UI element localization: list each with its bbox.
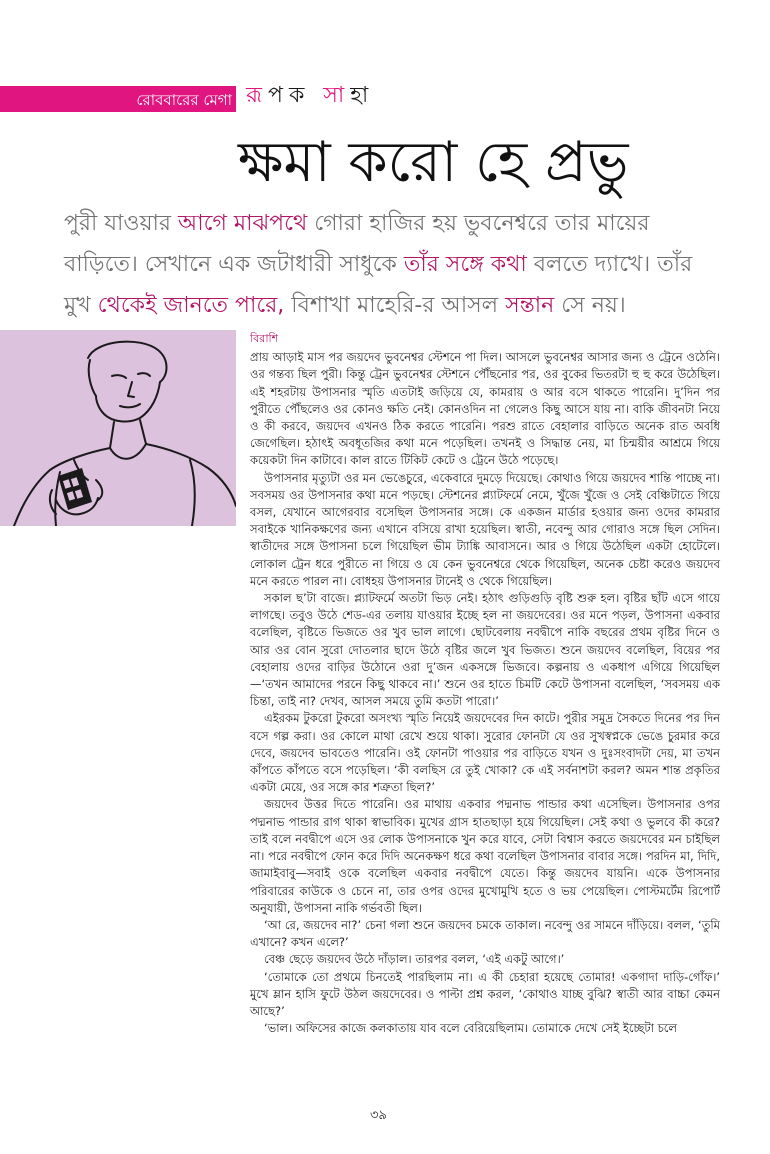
paragraph: ‘আ রে, জয়দেব না?’ চেনা গলা শুনে জয়দেব চমকে তাকাল। নবেন্দু ওর সামনে দাঁড়িয়ে। বলল, ‘তুমি এখানে? কখন এলে?’ — [250, 917, 720, 950]
man-with-phone-sketch-icon — [0, 330, 236, 526]
series-header-band — [0, 86, 236, 112]
story-intro — [64, 203, 724, 326]
author-first: রূ — [246, 83, 269, 108]
paragraph: জয়দেব উত্তর দিতে পারেনি। ওর মাথায় একবার পদ্মনাভ পান্ডার কথা এসেছিল। উপাসনার ওপর পদ্মনাভ পান্ডার রাগ থাকা স্বাভাবিক। মুখের গ্রাস হাতছাড়া হয়ে গিয়েছিল। সেই কথা ও ভুলবে কী করে? তাই বলে নবদ্বীপে এসে ওর লোক উপাসনাকে খুন করে যাবে, সেটা বিশ্বাস করতে জয়দেবের মন চাইছিল না। পরে নবদ্বীপে ফোন করে দিদি অনেকক্ষণ ধরে কথা বলেছিল উপাসনার বাবার সঙ্গে। পরদিন মা, দিদি, জামাইবাবু—সবাই ওকে বলেছিল একবার নবদ্বীপে যেতে। কিন্তু জয়দেব যায়নি। একে উপাসনার পরিবারের কাউকে ও চেনে না, তার ওপর ওদের মুখোমুখি হতে ও ভয় পেয়েছিল। পোস্টমর্টেম রিপোর্ট অনুযায়ী, উপাসনা নাকি গর্ভবতী ছিল। — [250, 797, 720, 915]
author-name — [246, 78, 374, 115]
paragraph: এইরকম টুকরো টুকরো অসংখ্য স্মৃতি নিয়েই জয়দেবের দিন কাটে। পুরীর সমুদ্র সৈকতে দিনের পর দিন বসে গল্প করা। ওর কোলে মাথা রেখে শুয়ে থাকা। সুরোর ফোনটা যে ওর সুখস্বপ্নকে ভেঙে চুরমার করে দেবে, জয়দেব ভাবতেও পারেনি। ওই ফোনটা পাওয়ার পর বাড়িতে যখন ও দুঃসংবাদটা দেয়, মা তখন কাঁপতে কাঁপতে বসে পড়েছিল। ‘কী বলছিস রে তুই খোকা? কে এই সর্বনাশটা করল? অমন শান্ত প্রকৃতির একটা মেয়ে, ওর সঙ্গে কার শত্রুতা ছিল?’ — [250, 711, 720, 795]
paragraph: সকাল ছ’টা বাজে। প্ল্যাটফর্মে অতটা ভিড় নেই। হঠাৎ গুড়িগুড়ি বৃষ্টি শুরু হল। বৃষ্টির ছাঁট এসে গায়ে লাগছে। তবুও উঠে শেড-এর তলায় যাওয়ার ইচ্ছে হল না জয়দেবের। ওর মনে পড়ল, উপাসনা একবার বলেছিল, বৃষ্টিতে ভিজতে ওর খুব ভাল লাগে। ছোটবেলায় নবদ্বীপে নাকি বছরের প্রথম বৃষ্টির দিনে ও আর ওর বোন সুরো দোতলার ছাদে উঠে বৃষ্টির জলে খুব ভিজত। শুনে জয়দেব বলেছিল, বিয়ের পর বেহালায় ওদের বাড়ির উঠোনে ওরা দু’জন একসঙ্গে ভিজবে। কল্পনায় ও একধাপ এগিয়ে গিয়েছিল—‘তখন আমাদের পরনে কিছু থাকবে না।’ শুনে ওর হাতে চিমটি কেটে উপাসনা বলেছিল, ‘সবসময় এক চিন্তা, তাই না? দেখব, আসল সময়ে তুমি কতটা পারো।’ — [250, 591, 720, 709]
intro-text-1: পুরী যাওয়ার — [64, 211, 179, 236]
paragraph: ‘ভাল। অফিসের কাজে কলকাতায় যাব বলে বেরিয়েছিলাম। তোমাকে দেখে সেই ইচ্ছেটা চলে — [264, 1021, 677, 1036]
author-sa: সা — [323, 83, 351, 108]
author-mid: পক — [268, 83, 324, 108]
intro-text-4: বিশাখা মাহেরি-র আসল — [284, 293, 506, 318]
intro-highlight-2: তাঁর সঙ্গে কথা — [403, 252, 527, 277]
paragraph: বেঞ্চ ছেড়ে জয়দেব উঠে দাঁড়াল। তারপর বলল, ‘এই একটু আগে।’ — [264, 952, 565, 967]
series-label: রোববারের মেগা — [136, 91, 232, 109]
chapter-label: বিরাশি — [250, 332, 279, 345]
story-illustration — [0, 330, 236, 526]
intro-text-3: বলতে দ্যাখে। তাঁর মুখ — [64, 252, 693, 318]
paragraph: ‘তোমাকে তো প্রথমে চিনতেই পারছিলাম না। এ কী চেহারা হয়েছে তোমার! একগাদা দাড়ি-গোঁফ।’ মুখে ম্লান হাসি ফুটে উঠল জয়দেবের। ও পাল্টা প্রশ্ন করল, ‘কোথাও যাচ্ছ বুঝি? স্বাতী আর বাচ্চা কেমন আছে?’ — [250, 969, 720, 1018]
intro-text-2: গোরা হাজির হয় ভুবনেশ্বরে তার মায়ের বাড়িতে। সেখানে এক জটাধারী সাধুকে — [64, 211, 650, 277]
paragraph: উপাসনার মৃত্যুটা ওর মন ভেঙেচুরে, একেবারে দুমড়ে দিয়েছে। কোথাও গিয়ে জয়দেব শান্তি পাচ্ছে না। সবসময় ওর উপাসনার কথা মনে পড়ছে। স্টেশনের প্ল্যাটফর্মে নেমে, খুঁজে খুঁজে ও সেই বেঞ্চিটাতে গিয়ে বসল, যেখানে আগেরবার বসেছিল উপাসনার সঙ্গে। কে একজন মার্ডার হওয়ার জন্য ওদের কামরার সবাইকে খানিকক্ষণের জন্য এখানে বসিয়ে রাখা হয়েছিল। স্বাতী, নবেন্দু আর গোরাও সঙ্গে ছিল সেদিন। স্বাতীদের সঙ্গে উপাসনা চলে গিয়েছিল ভীম ট্যাঙ্কি আবাসনে। আর ও গিয়ে উঠেছিল একটা হোটেলে। লোকাল ট্রেন ধরে পুরীতে না গিয়ে ও যে কেন ভুবনেশ্বরে থেকে গিয়েছিল, অনেক চেষ্টা করেও জয়দেব মনে করতে পারল না। বোধহয় উপাসনার টানেই ও থেকে গিয়েছিল। — [250, 470, 720, 588]
author-last: হা — [350, 83, 375, 108]
intro-text-5: সে নয়। — [554, 293, 626, 318]
story-body — [250, 330, 720, 1037]
page-number: ৩৯ — [370, 1108, 387, 1123]
intro-highlight-1: আগে মাঝপথে — [178, 211, 308, 236]
story-title: ক্ষমা করো হে প্রভু — [238, 130, 629, 195]
intro-highlight-4: সন্তান — [505, 293, 555, 318]
intro-highlight-3: থেকেই জানতে পারে, — [97, 293, 285, 318]
paragraph: প্রায় আড়াই মাস পর জয়দেব ভুবনেশ্বর স্টেশনে পা দিল। আসলে ভুবনেশ্বর আসার জন্য ও ট্রেনে ওঠেনি। ওর গন্তব্য ছিল পুরী। কিন্তু ট্রেন ভুবনেশ্বর স্টেশনে পৌঁছনোর পর, ওর বুকের ভিতরটা হু হু করে উঠেছিল। এই শহরটায় উপাসনার স্মৃতি এতটাই জড়িয়ে যে, কামরায় ও আর বসে থাকতে পারেনি। দু’দিন পর পুরীতে পৌঁছলেও ওর কোনও ক্ষতি নেই। কোনওদিন না গেলেও কিছু আসে যায় না। বাকি জীবনটা নিয়ে ও কী করবে, জয়দেব এখনও ঠিক করতে পারেনি। পরশু রাতে বেহালার বাড়িতে অনেক রাত অবধি জেগেছিল। হঠাৎই অবধূতজির কথা মনে পড়েছিল। তখনই ও সিদ্ধান্ত নেয়, মা চিন্ময়ীর আশ্রমে গিয়ে কয়েকটা দিন কাটাবে। কাল রাতে টিকিট কেটে ও ট্রেনে উঠে পড়েছে। — [250, 350, 720, 468]
